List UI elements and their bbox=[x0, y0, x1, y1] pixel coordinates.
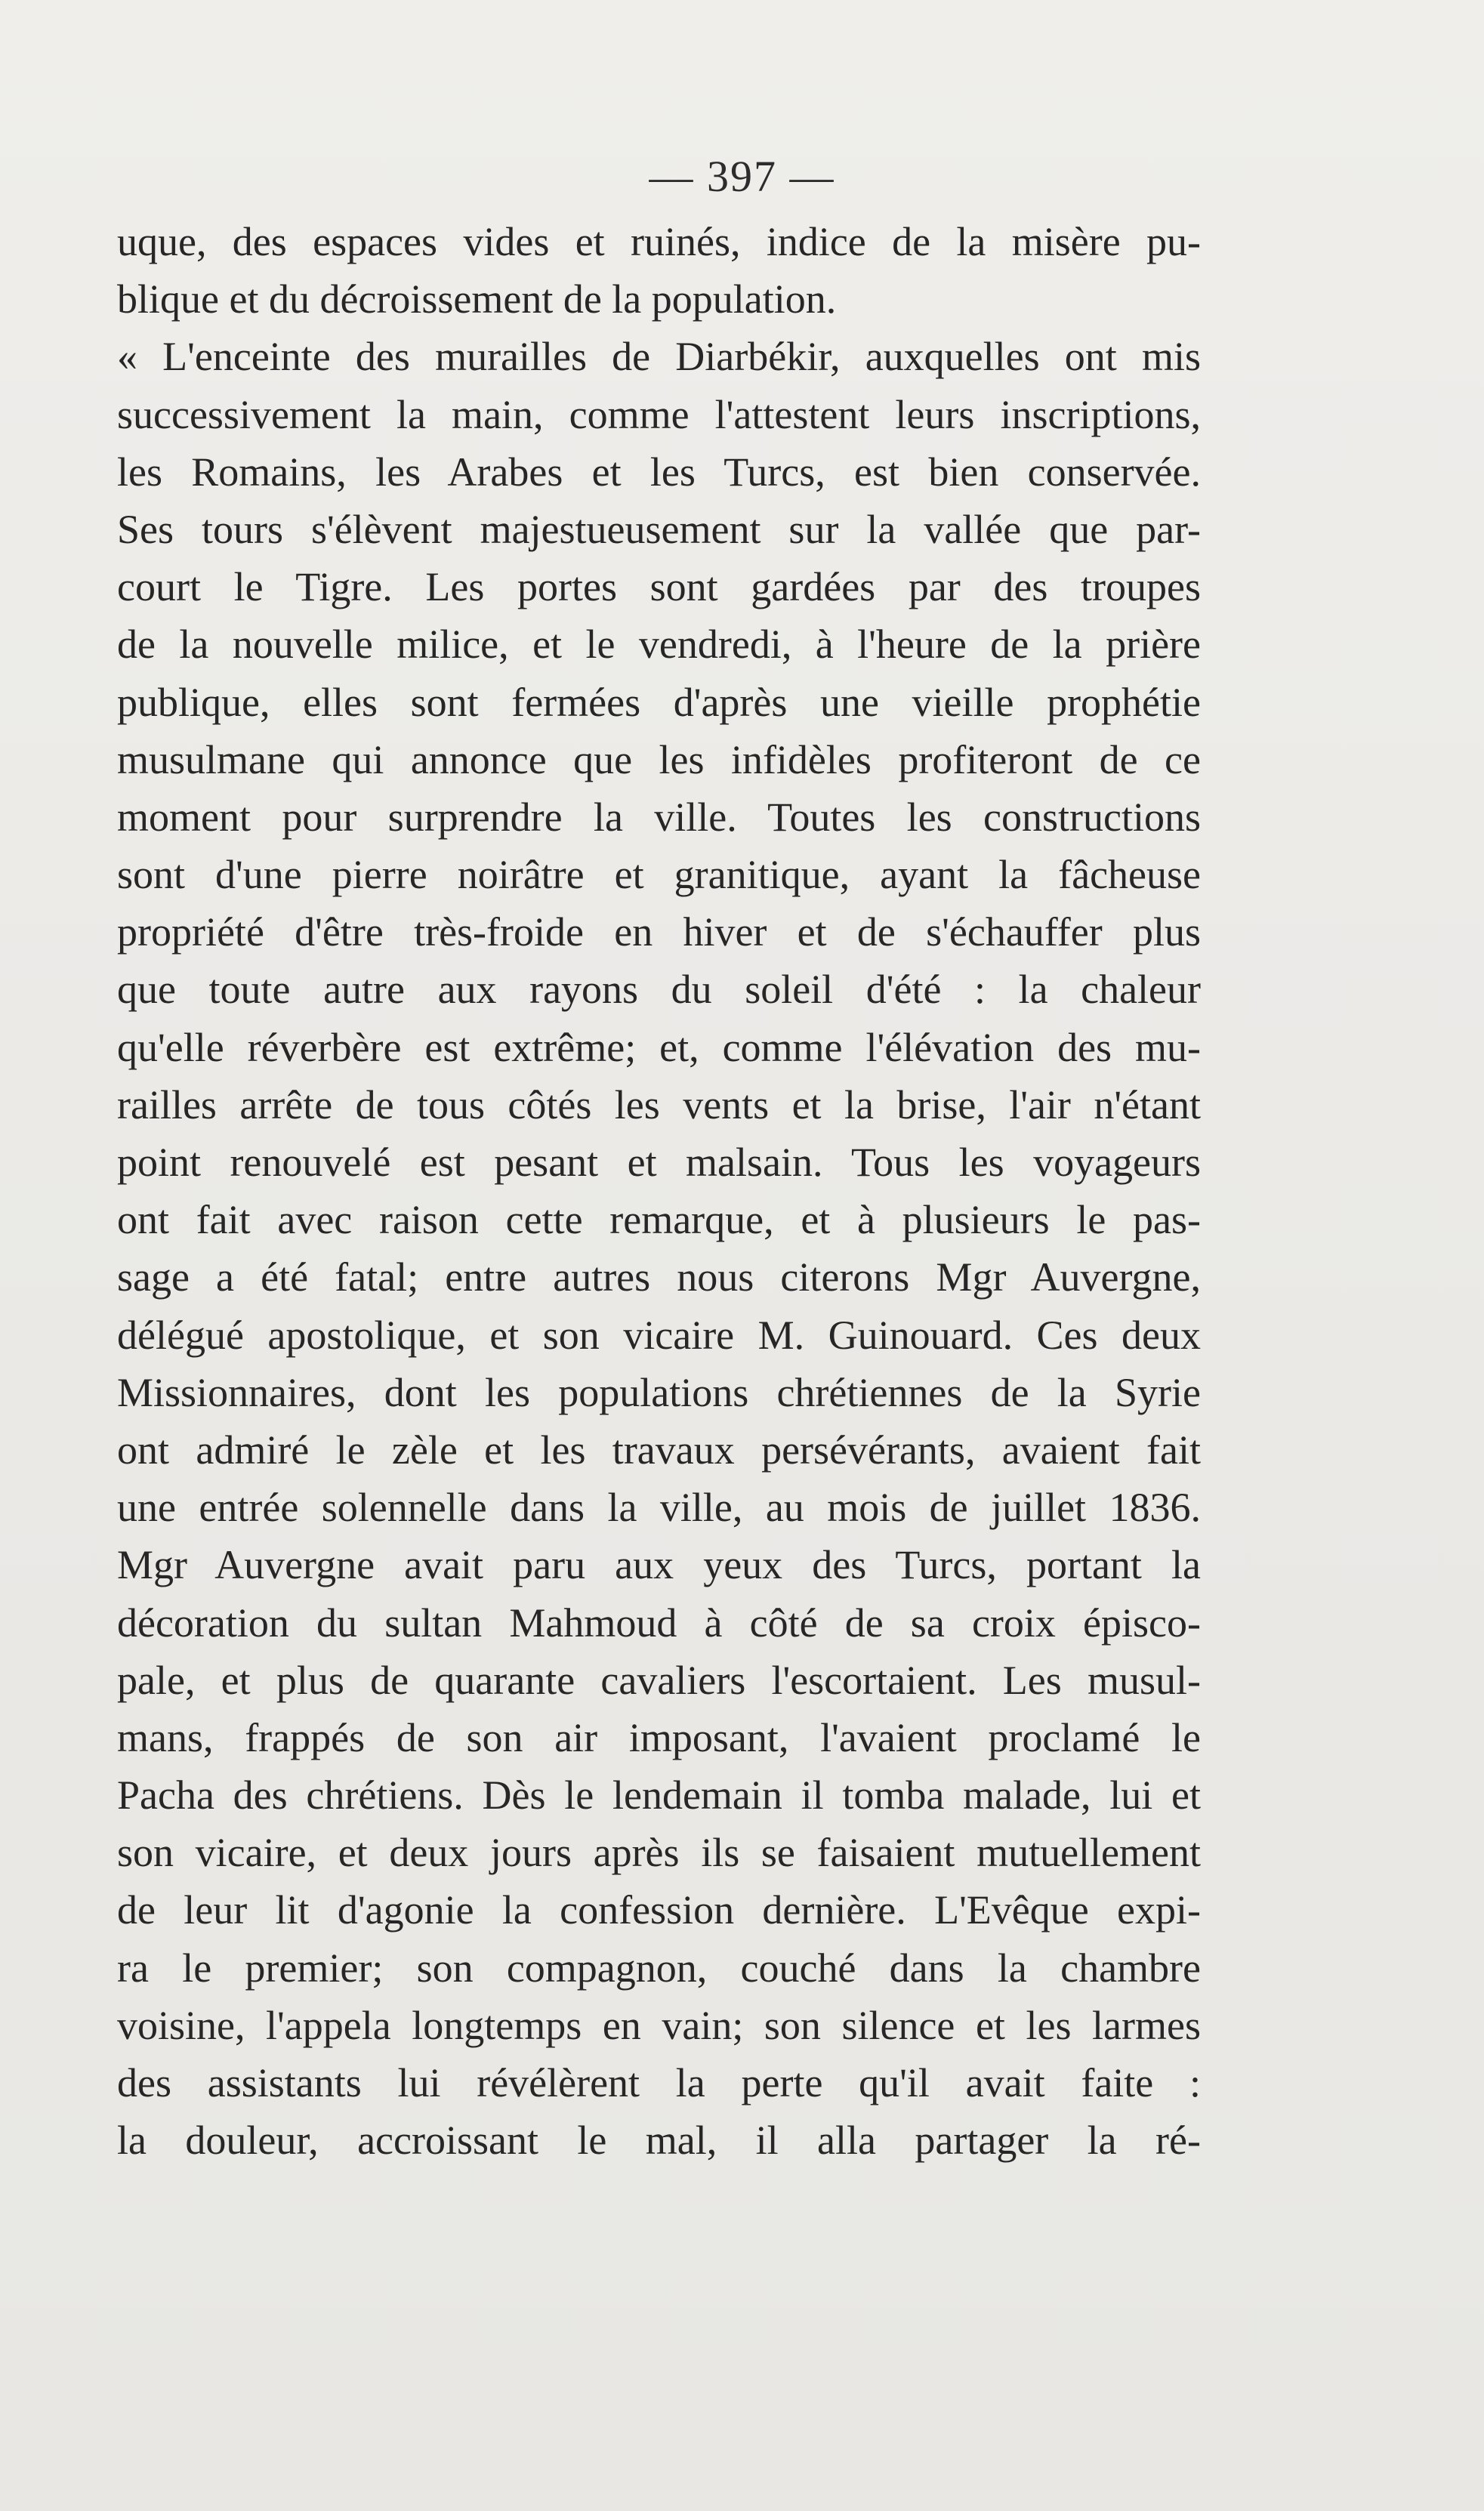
text-line: de leur lit d'agonie la confession dernière. L'Evêque expi- bbox=[117, 1887, 1201, 1933]
text-line: voisine, l'appela longtemps en vain; son silence et les larmes bbox=[117, 2002, 1201, 2048]
body-text bbox=[117, 213, 1201, 2169]
text-line: ont fait avec raison cette remarque, et à plusieurs le pas- bbox=[117, 1197, 1201, 1243]
text-line: son vicaire, et deux jours après ils se faisaient mutuellement bbox=[117, 1830, 1201, 1876]
text-line: une entrée solennelle dans la ville, au mois de juillet 1836. bbox=[117, 1485, 1201, 1531]
text-line: Missionnaires, dont les populations chrétiennes de la Syrie bbox=[117, 1369, 1201, 1415]
text-line: moment pour surprendre la ville. Toutes les constructions bbox=[117, 794, 1201, 840]
text-line: propriété d'être très-froide en hiver et de s'échauffer plus bbox=[117, 909, 1201, 955]
text-line: pale, et plus de quarante cavaliers l'escortaient. Les musul- bbox=[117, 1657, 1201, 1703]
text-line: Pacha des chrétiens. Dès le lendemain il tomba malade, lui et bbox=[117, 1772, 1201, 1818]
text-line: qu'elle réverbère est extrême; et, comme l'élévation des mu- bbox=[117, 1024, 1201, 1070]
text-line: court le Tigre. Les portes sont gardées par des troupes bbox=[117, 564, 1201, 610]
text-line: « L'enceinte des murailles de Diarbékir, auxquelles ont mis bbox=[117, 334, 1201, 380]
text-line: Mgr Auvergne avait paru aux yeux des Turcs, portant la bbox=[117, 1542, 1201, 1588]
text-line: que toute autre aux rayons du soleil d'été : la chaleur bbox=[117, 967, 1201, 1013]
page-number: — 397 — bbox=[649, 152, 835, 201]
text-line: la douleur, accroissant le mal, il alla partager la ré- bbox=[117, 2118, 1201, 2164]
text-line: blique et du décroissement de la population. bbox=[117, 276, 837, 322]
text-line: sage a été fatal; entre autres nous citerons Mgr Auvergne, bbox=[117, 1254, 1201, 1300]
text-line: musulmane qui annonce que les infidèles profiteront de ce bbox=[117, 736, 1201, 782]
text-line: délégué apostolique, et son vicaire M. Guinouard. Ces deux bbox=[117, 1312, 1201, 1358]
text-line: décoration du sultan Mahmoud à côté de sa croix épisco- bbox=[117, 1599, 1201, 1646]
text-line: les Romains, les Arabes et les Turcs, est bien conservée. bbox=[117, 449, 1201, 495]
text-line: successivement la main, comme l'attestent leurs inscriptions, bbox=[117, 391, 1201, 437]
text-line: mans, frappés de son air imposant, l'avaient proclamé le bbox=[117, 1714, 1201, 1760]
text-line: Ses tours s'élèvent majestueusement sur la vallée que par- bbox=[117, 506, 1201, 552]
text-line: uque, des espaces vides et ruinés, indice de la misère pu- bbox=[117, 219, 1201, 264]
text-line: railles arrête de tous côtés les vents et la brise, l'air n'étant bbox=[117, 1081, 1201, 1127]
text-line: des assistants lui révélèrent la perte qu'il avait faite : bbox=[117, 2060, 1201, 2105]
text-line: ont admiré le zèle et les travaux persévérants, avaient fait bbox=[117, 1427, 1201, 1473]
text-line: point renouvelé est pesant et malsain. Tous les voyageurs bbox=[117, 1140, 1201, 1185]
text-line: de la nouvelle milice, et le vendredi, à l'heure de la prière bbox=[117, 622, 1201, 668]
text-line: sont d'une pierre noirâtre et granitique, ayant la fâcheuse bbox=[117, 852, 1201, 898]
text-line: ra le premier; son compagnon, couché dans la chambre bbox=[117, 1945, 1201, 1991]
text-line: publique, elles sont fermées d'après une vieille prophétie bbox=[117, 679, 1201, 725]
